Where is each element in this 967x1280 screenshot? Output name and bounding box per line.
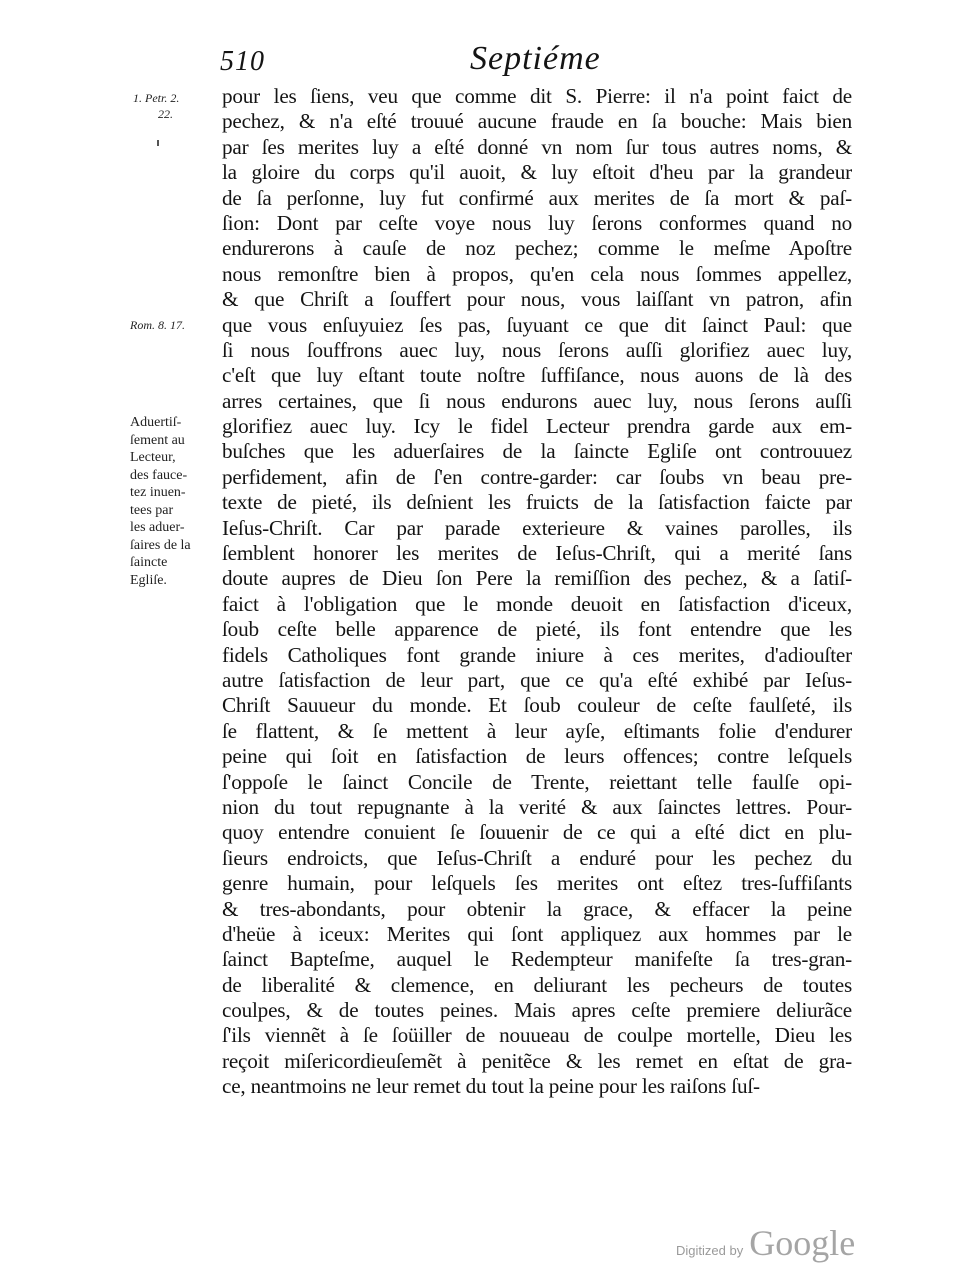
margin-reference-rom: Rom. 8. 17. bbox=[130, 318, 185, 332]
text-line: reçoit miſericordieuſemẽt à penitẽce & les remet en eſtat de gra- bbox=[222, 1048, 852, 1073]
google-wordmark: Google bbox=[749, 1223, 856, 1263]
text-line: perfidement, afin de ſ'en contre-garder: car ſoubs vn beau pre- bbox=[222, 464, 852, 489]
gloss-line: ſaincte bbox=[130, 555, 168, 570]
text-line: ſe flattent, & ſe mettent à leur ayſe, eſtimants folie d'endurer bbox=[222, 718, 852, 743]
text-line: ſ'oppoſe le ſainct Concile de Trente, reiettant telle faulſe opi- bbox=[222, 769, 852, 794]
gloss-line: ſaires de la bbox=[130, 537, 191, 553]
text-line: ſ'ils viennẽt à ſe ſoüiller de nouueau de coulpe mortelle, Dieu les bbox=[222, 1023, 852, 1048]
gloss-line: les aduer- bbox=[130, 520, 185, 535]
text-line: buſches que les aduerſaires de la ſaincte Egliſe ont controuuez bbox=[222, 439, 852, 464]
body-text bbox=[222, 84, 852, 1100]
text-line: doute aupres de Dieu ſon Pere la remiſſion des pechez, & a ſatiſ- bbox=[222, 566, 852, 591]
text-line: glorifiez auec luy. Icy le fidel Lecteur prendra garde aux em- bbox=[222, 414, 852, 439]
page-number: 510 bbox=[220, 46, 265, 77]
text-line: ſainct Bapteſme, auquel le Redempteur manifeſte ſa tres-gran- bbox=[222, 947, 852, 972]
text-line: ſi nous ſouffrons auec luy, nous ſerons auſſi glorifiez auec luy, bbox=[222, 337, 852, 362]
text-line: pour les ſiens, veu que comme dit S. Pierre: il n'a point faict de bbox=[222, 84, 852, 108]
gloss-line: Aduertiſ- bbox=[130, 415, 182, 430]
text-line: de ſa perſonne, luy fut confirmé aux merites de ſa mort & paſ- bbox=[222, 185, 852, 210]
gloss-line: des fauce- bbox=[130, 467, 188, 483]
text-line: ſoub ceſte belle apparence de pieté, ils font entendre que les bbox=[222, 617, 852, 642]
text-line: que vous enſuyuiez ſes pas, ſuyuant ce que dit ſainct Paul: que bbox=[222, 312, 852, 337]
digitized-by-label: Digitized by bbox=[676, 1243, 744, 1258]
gloss-line: Lecteur, bbox=[130, 450, 176, 465]
gloss-line: ſement au bbox=[130, 432, 185, 448]
margin-reference-petr-verse: 22. bbox=[158, 107, 173, 121]
text-line: Chriſt Sauueur du monde. Et ſoub couleur de ceſte faulſeté, ils bbox=[222, 693, 852, 718]
text-line: c'eſt que luy eſtant toute noſtre ſuffiſance, nous auons de là des bbox=[222, 363, 852, 388]
text-line: la gloire du corps qu'il auoit, & luy eſtoit d'heu par la grandeur bbox=[222, 160, 852, 185]
text-line: ſemblent honorer les merites de Ieſus-Chriſt, qui a merité ſans bbox=[222, 541, 852, 566]
text-line: texte de pieté, ils deſnient les fruicts de la ſatisfaction faicte par bbox=[222, 490, 852, 515]
margin-reference-petr: 1. Petr. 2. bbox=[133, 91, 180, 105]
digitized-watermark bbox=[676, 1222, 855, 1264]
gloss-line: tees par bbox=[130, 502, 174, 518]
running-head: Septiéme bbox=[470, 40, 601, 77]
text-line: fidels Catholiques font grande iniure à ces merites, d'adiouſter bbox=[222, 642, 852, 667]
text-line: ſieurs endroicts, que Ieſus-Chriſt a enduré pour les pechez du bbox=[222, 845, 852, 870]
text-line: faict à l'obligation que le monde deuoit en ſatisfaction d'iceux, bbox=[222, 591, 852, 616]
text-line: & tres-abondants, pour obtenir la grace, & effacer la peine bbox=[222, 896, 852, 921]
text-line: arres certaines, que ſi nous endurons auec luy, nous ſerons auſſi bbox=[222, 388, 852, 413]
text-line: nion du tout repugnante à la verité & aux ſainctes lettres. Pour- bbox=[222, 794, 852, 819]
text-line: coulpes, & de toutes peines. Mais apres ceſte premiere deliurãce bbox=[222, 998, 852, 1023]
text-line: autre ſatisfaction de leur part, que ce qu'a eſté exhibé par Ieſus- bbox=[222, 667, 852, 692]
margin-mark bbox=[157, 140, 159, 146]
text-line: Ieſus-Chriſt. Car par parade exterieure & vaines parolles, ils bbox=[222, 515, 852, 540]
margin-gloss bbox=[130, 414, 220, 589]
text-line: ſion: Dont par ceſte voye nous luy ſerons conformes quand no bbox=[222, 210, 852, 235]
text-line: par ſes merites luy a eſté donné vn nom ſur tous autres noms, & bbox=[222, 134, 852, 159]
text-line: & que Chriſt a ſouffert pour nous, vous laiſſant vn patron, afin bbox=[222, 287, 852, 312]
text-line: de liberalité & clemence, en deliurant les pecheurs de toutes bbox=[222, 972, 852, 997]
text-line: d'heüe à iceux: Merites qui ſont appliquez aux hommes par le bbox=[222, 921, 852, 946]
text-line: ce, neantmoins ne leur remet du tout la peine pour les raiſons ſuſ- bbox=[222, 1074, 760, 1099]
text-line: endurerons à cauſe de noz pechez; comme le meſme Apoſtre bbox=[222, 236, 852, 261]
text-line: peine qui ſoit en ſatisfaction de leurs offences; contre leſquels bbox=[222, 744, 852, 769]
text-line: pechez, & n'a eſté trouué aucune fraude en ſa bouche: Mais bien bbox=[222, 109, 852, 134]
gloss-line: tez inuen- bbox=[130, 485, 186, 500]
text-line: quoy entendre conuient ſe ſouuenir de ce qui a eſté dict en plu- bbox=[222, 820, 852, 845]
text-line: genre humain, pour leſquels ſes merites ont eſtez tres-ſuffiſants bbox=[222, 871, 852, 896]
gloss-line: Egliſe. bbox=[130, 572, 167, 588]
text-line: nous remonſtre bien à propos, qu'en cela nous ſommes appellez, bbox=[222, 261, 852, 286]
